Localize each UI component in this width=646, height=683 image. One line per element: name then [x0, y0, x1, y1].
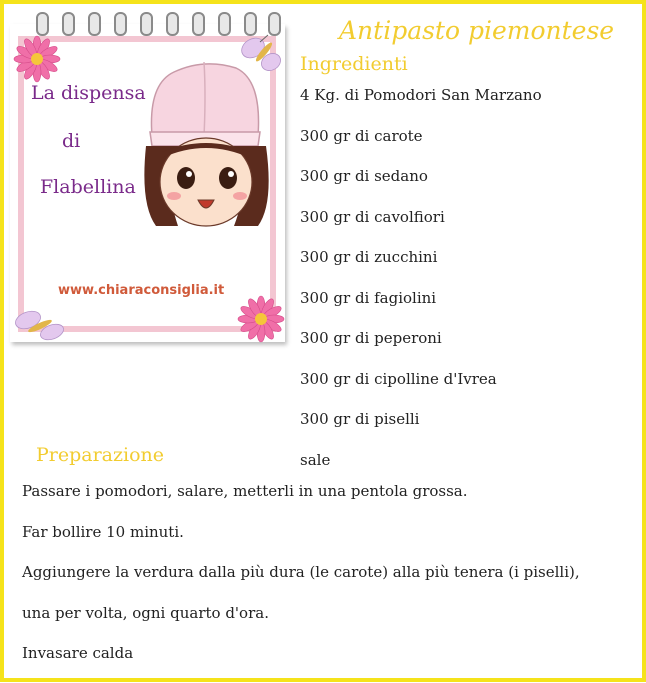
card-title-line3: Flabellina — [40, 176, 136, 198]
ingredient-item: 300 gr di carote — [300, 126, 423, 145]
binding-ring — [88, 12, 101, 36]
preparation-steps — [22, 480, 580, 683]
binding-ring — [140, 12, 153, 36]
preparation-step: Aggiungere la verdura dalla più dura (le carote) alla più tenera (i piselli), — [22, 563, 580, 581]
website-link[interactable]: www.chiaraconsiglia.it — [58, 283, 225, 298]
ingredients-list — [300, 84, 542, 489]
preparation-step: una per volta, ogni quarto d'ora. — [22, 603, 269, 622]
ingredient-item: 4 Kg. di Pomodori San Marzano — [300, 86, 542, 104]
binding-ring — [192, 12, 205, 36]
ingredient-item: 300 gr di fagiolini — [300, 288, 437, 307]
butterfly-icon — [12, 306, 68, 346]
recipe-title: Antipasto piemontese — [339, 16, 615, 45]
binding-ring — [166, 12, 179, 36]
preparation-heading: Preparazione — [36, 444, 165, 466]
card-title-line1: La dispensa — [31, 82, 146, 104]
ingredients-heading: Ingredienti — [300, 53, 408, 75]
ingredient-item: 300 gr di peperoni — [300, 329, 442, 347]
ingredient-item: 300 gr di sedano — [300, 167, 428, 185]
preparation-step: Invasare calda — [22, 644, 134, 662]
binding-ring — [218, 12, 231, 36]
ingredient-item: 300 gr di cavolfiori — [300, 207, 445, 226]
preparation-step: Passare i pomodori, salare, metterli in una pentola grossa. — [22, 482, 468, 500]
pink-flower-icon — [236, 294, 286, 344]
binding-ring — [36, 12, 49, 36]
dispensa-card — [10, 10, 285, 342]
pink-flower-icon — [12, 34, 62, 84]
preparation-step: Far bollire 10 minuti. — [22, 522, 184, 541]
chef-girl-illustration — [134, 54, 284, 234]
card-title-line2: di — [62, 130, 81, 152]
ingredient-item: sale — [300, 450, 331, 469]
ingredient-item: 300 gr di piselli — [300, 410, 420, 428]
binding-ring — [62, 12, 75, 36]
ingredient-item: 300 gr di zucchini — [300, 248, 438, 266]
binding-ring — [114, 12, 127, 36]
ingredient-item: 300 gr di cipolline d'Ivrea — [300, 369, 497, 388]
